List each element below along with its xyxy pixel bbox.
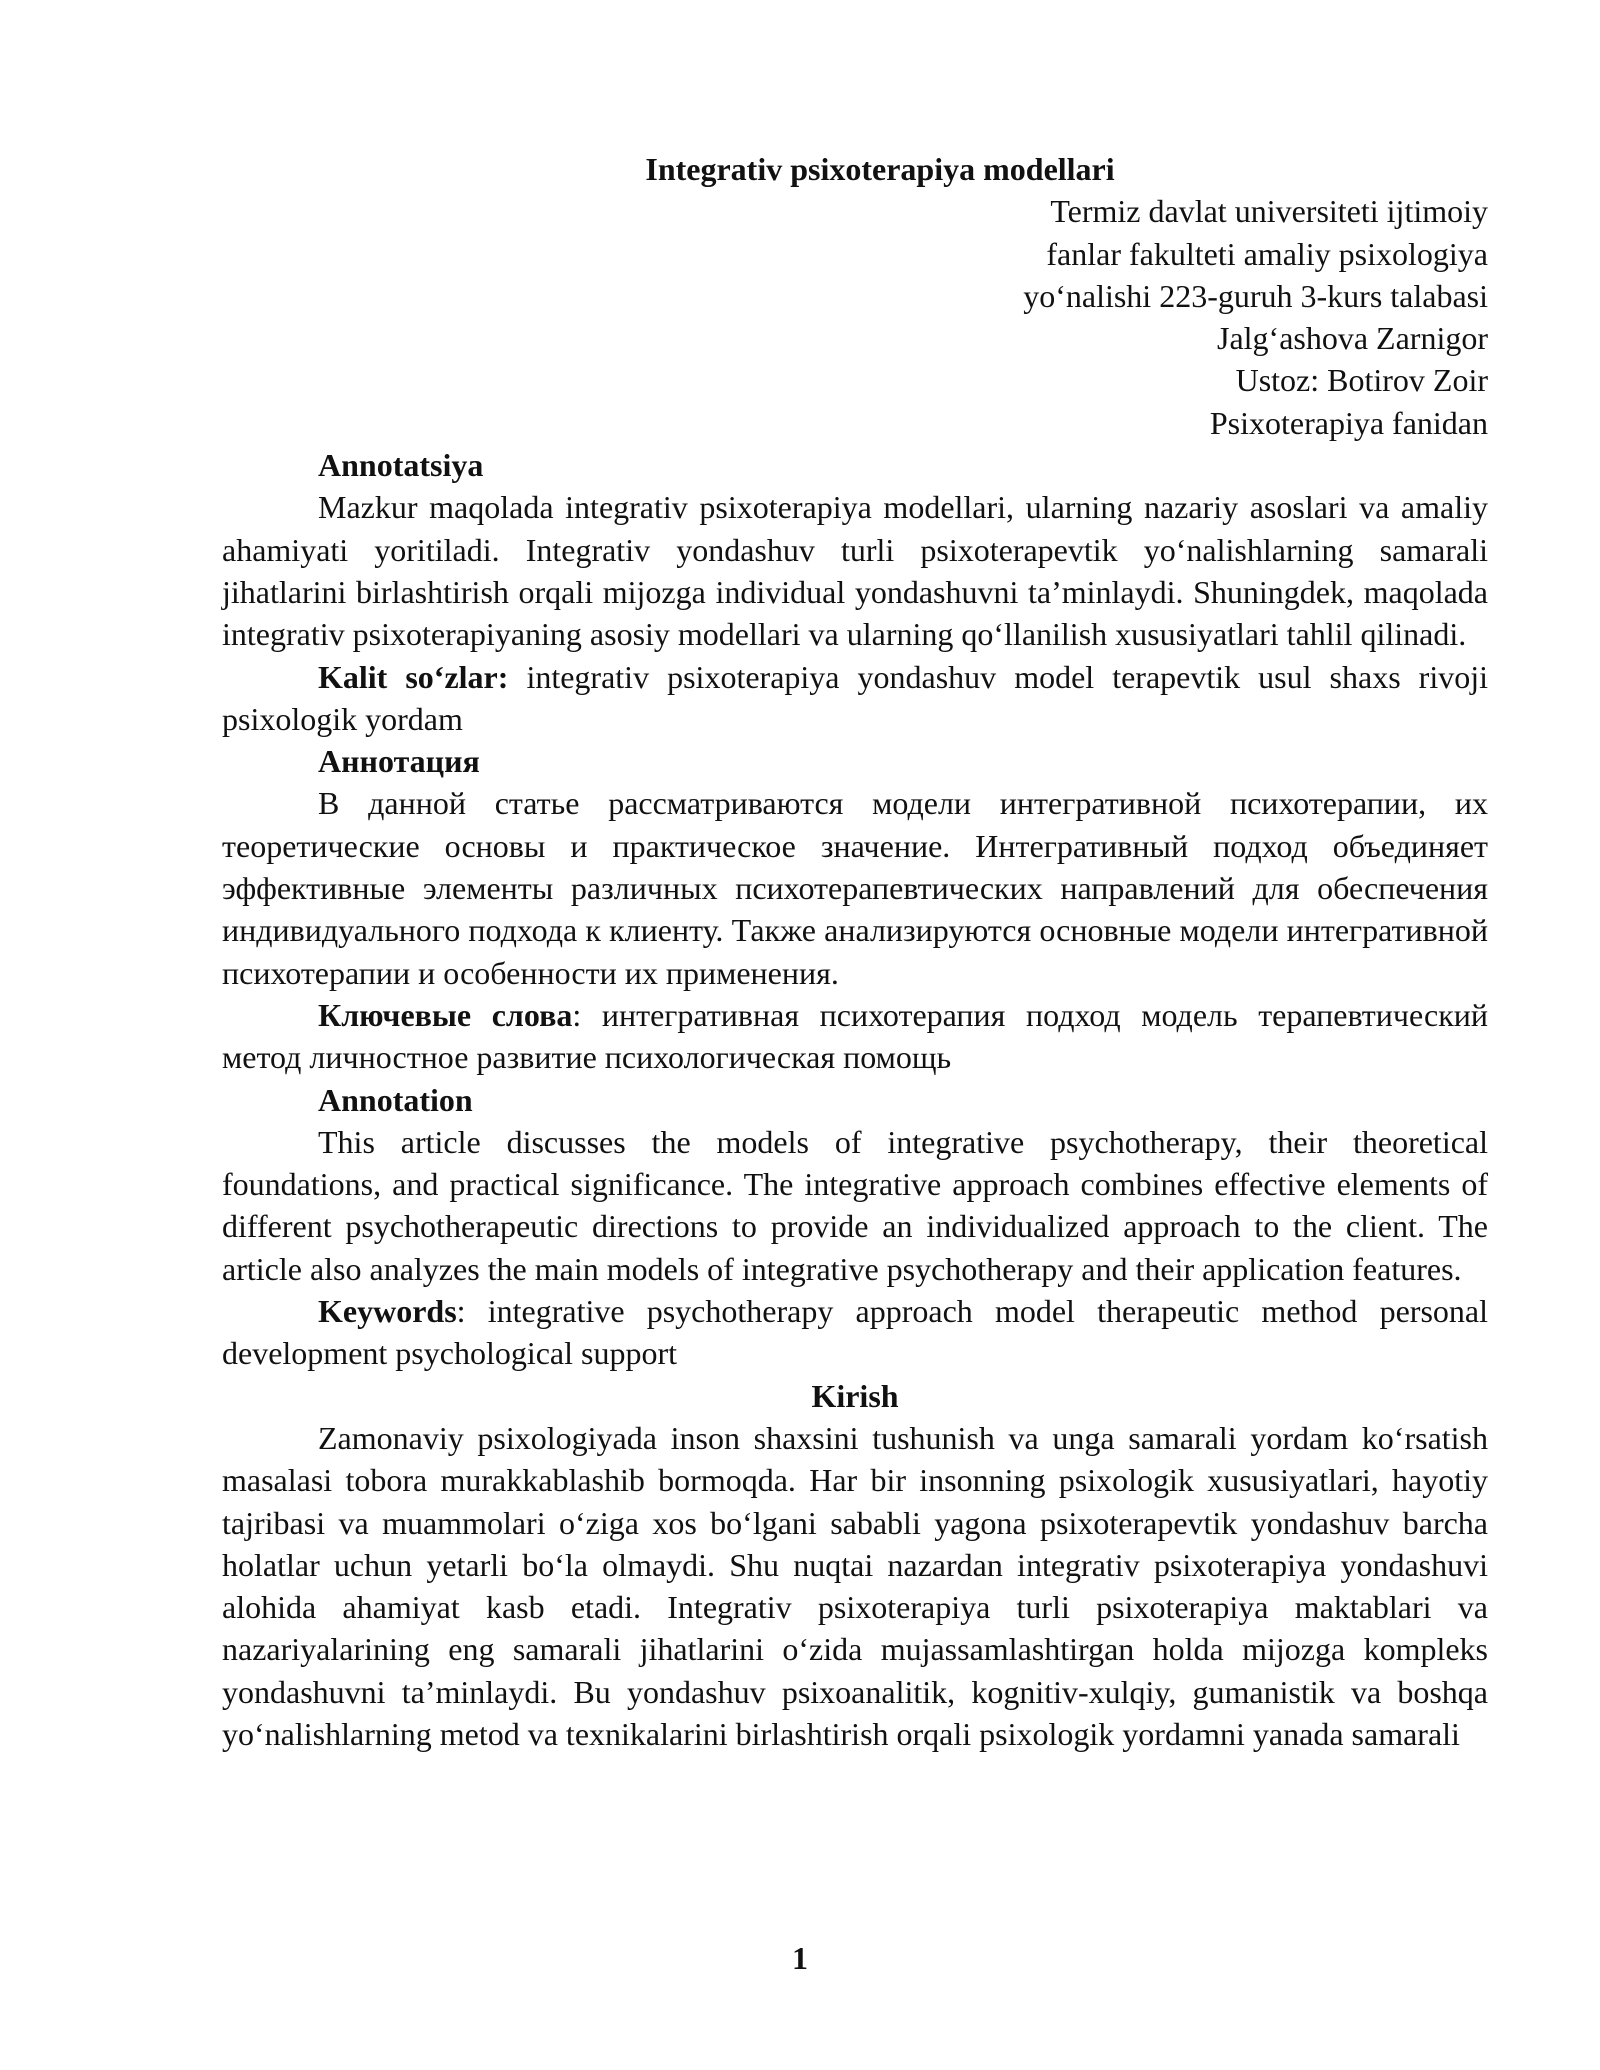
- keywords-uz-text: integrativ psixoterapiya yondashuv model terapevtik usul shaxs rivoji psixologik yordam: [222, 658, 1489, 737]
- abstract-ru-text: В данной статье рассматриваются модели интегративной психотерапии, их теоретические основы и практическое значение. Интегративный подход объединяет эффективные элементы различных психотерапевтических направлений для обеспечения индивидуального подхода к клиенту. Также анализируются основные модели интегративной психотерапии и особенности их применения.: [222, 785, 1488, 991]
- keywords-ru: [222, 994, 1488, 1079]
- author-line: yo‘nalishi 223-guruh 3-kurs talabasi: [1023, 277, 1488, 314]
- keywords-en: [222, 1290, 1488, 1375]
- introduction-section: [222, 1375, 1488, 1756]
- keywords-ru-label: Ключевые слова: [318, 996, 573, 1033]
- keywords-uz-label: Kalit so‘zlar:: [318, 658, 509, 695]
- keywords-uz: [222, 656, 1488, 741]
- abstract-en-heading: Annotation: [318, 1081, 473, 1118]
- abstract-uz-heading: Annotatsiya: [318, 447, 484, 484]
- document-page: [222, 148, 1488, 1755]
- article-title: Integrativ psixoterapiya modellari: [645, 151, 1115, 187]
- abstract-ru: [222, 740, 1488, 1078]
- author-line: fanlar fakulteti amaliy psixologiya: [1046, 235, 1488, 272]
- introduction-heading: Kirish: [811, 1377, 899, 1414]
- abstract-uz-text: Mazkur maqolada integrativ psixoterapiya modellari, ularning nazariy asoslari va amaliy ahamiyati yoritiladi. Integrativ yondashuv turli psixoterapevtik yo‘nalishlarning samarali jihatlarini birlashtirish orqali mijozga individual yondashuvni ta’minlaydi. Shuningdek, maqolada integrativ psixoterapiyaning asosiy modellari va ularning qo‘llanilish xususiyatlari tahlil qilinadi.: [222, 489, 1488, 653]
- keywords-en-text: : integrative psychotherapy approach model therapeutic method personal development psychological support: [222, 1293, 1488, 1372]
- keywords-ru-text: : интегративная психотерапия подход модель терапевтический метод личностное развитие психологическая помощь: [222, 996, 1489, 1076]
- author-block: [222, 190, 1488, 444]
- supervisor-line: Ustoz: Botirov Zoir: [1235, 362, 1488, 399]
- author-name: Jalg‘ashova Zarnigor: [1216, 320, 1488, 357]
- author-line: Termiz davlat universiteti ijtimoiy: [1050, 193, 1488, 230]
- abstract-ru-heading: Аннотация: [318, 743, 480, 780]
- abstract-en-text: This article discusses the models of integrative psychotherapy, their theoretical foundations, and practical significance. The integrative approach combines effective elements of different psychotherapeutic directions to provide an individualized approach to the client. The article also analyzes the main models of integrative psychotherapy and their application features.: [222, 1123, 1488, 1287]
- abstract-uz: [222, 444, 1488, 740]
- introduction-text: Zamonaviy psixologiyada inson shaxsini tushunish va unga samarali yordam ko‘rsatish masalasi tobora murakkablashib bormoqda. Har bir insonning psixologik xususiyatlari, hayotiy tajribasi va muammolari o‘ziga xos bo‘lgani sababli yagona psixoterapevtik yondashuv barcha holatlar uchun yetarli bo‘la olmaydi. Shu nuqtai nazardan integrativ psixoterapiya yondashuvi alohida ahamiyat kasb etadi. Integrativ psixoterapiya turli psixoterapiya maktablari va nazariyalarining eng samarali jihatlarini o‘zida mujassamlashtirgan holda mijozga kompleks yondashuvni ta’minlaydi. Bu yondashuv psixoanalitik, kognitiv-xulqiy, gumanistik va boshqa yo‘nalishlarning metod va texnikalarini birlashtirish orqali psixologik yordamni yanada samarali: [222, 1419, 1488, 1752]
- abstract-en: [222, 1079, 1488, 1375]
- keywords-en-label: Keywords: [318, 1293, 457, 1330]
- page-number: 1: [792, 1940, 808, 1976]
- subject-line: Psixoterapiya fanidan: [1209, 404, 1488, 441]
